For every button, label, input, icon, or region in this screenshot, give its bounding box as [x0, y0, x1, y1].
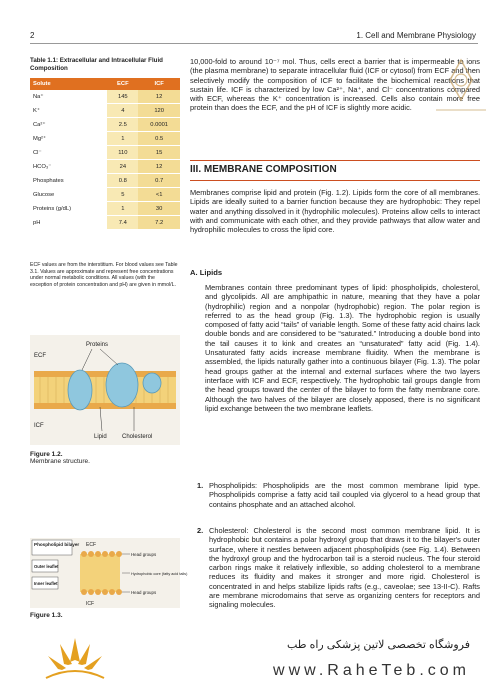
lipids-text: Membranes contain three predominant types of lipid: phospholipids, cholesterol, and glycolipids. All are amphipathic in nature, meaning that they have a polar (hydrophilic) region and a nonpolar (hydrophobic) region. The polar region is referred to as the head group (Fig. 1.3). The hydrophobic region is usually composed of fatty acid “tails” of variable length. Some of these fatty acid chains lack double bonds and are considered to be “saturated.” Introducing a double bond into the tail causes it to kink and creates an “unsaturated” fatty acid (Fig. 1.4). Unsaturated fatty acids increase membrane fluidity. When the membrane is assembled, the lipids naturally gather into a continuous bilayer (Fig. 1.3). The polar head groups gather at the internal and external surfaces where the two layers interface with ICF and ECF, respectively. The hydrophobic tail groups dangle from the head groups toward the center of the bilayer to form the fatty membrane core. Although the two halves of the bilayer are closely apposed, there is no significant lipid exchange between the two membrane leaflets.	[205, 283, 480, 413]
figure-label-bilayer	[34, 542, 79, 547]
list-item	[197, 481, 480, 509]
figure-caption: Membrane structure.	[30, 458, 90, 465]
footer-logo	[40, 634, 110, 690]
column-header-icf: ICF	[138, 78, 180, 90]
table-row	[30, 118, 180, 132]
table-row	[30, 160, 180, 174]
figure-label-ecf: ECF	[34, 353, 46, 359]
fluid-composition-table	[30, 78, 180, 230]
list-number: 2.	[197, 526, 204, 535]
table-row	[30, 174, 180, 188]
section-rule-top	[190, 160, 480, 161]
list-text: Phospholipids: Phospholipids are the most common membrane lipid type. Phospholipids comprise a fatty acid tail coupled via glycerol to a head group that contains phosphate and an attached alcohol.	[209, 481, 480, 509]
figure-label-inner-leaflet: Inner leaflet	[34, 581, 58, 586]
section-rule-bottom	[190, 180, 480, 181]
figure-label-icf: ICF	[34, 423, 44, 429]
figure-title: Figure 1.3.	[30, 612, 63, 619]
figure-label-head-groups-bottom: Head groups	[131, 590, 157, 595]
header-rule	[30, 43, 478, 44]
icf-cell: 15	[138, 146, 180, 160]
icf-cell: 0.0001	[138, 118, 180, 132]
figure-label-icf: ICF	[86, 601, 95, 607]
figure-label-hydrophobic-core: Hydrophobic core (fatty acid tails)	[131, 572, 188, 576]
list-item	[197, 526, 480, 610]
ecf-cell: 1	[107, 132, 138, 146]
bilayer-label: Phospholipid bilayer	[34, 542, 80, 547]
solute-cell: K⁺	[30, 104, 107, 118]
icf-cell: 0.7	[138, 174, 180, 188]
footer-url[interactable]: www.RaheTeb.com	[273, 662, 470, 679]
intro-text: 10,000-fold to around 10⁻⁷ mol. Thus, cells erect a barrier that is impermeable to ions (the plasma membrane) to separate intracellular fluid (ICF or cytosol) from ECF and then selectively modify the composition of ICF to facilitate the biochemical reactions that sustain life. ICF is characterized by low Ca²⁺, Na⁺, and Cl⁻ concentrations compared with ECF, whereas the K⁺ concentration is increased. Cells also contain more free protein than does the ECF, and the pH of ICF is slightly more acidic.	[190, 57, 480, 113]
solute-cell: pH	[30, 216, 107, 230]
phospholipid-bilayer-illustration	[30, 538, 188, 608]
solute-cell: Mg²⁺	[30, 132, 107, 146]
icf-cell: 12	[138, 90, 180, 104]
solute-cell: Glucose	[30, 188, 107, 202]
list-number: 1.	[197, 481, 204, 490]
page-number: 2	[30, 31, 35, 40]
section-text: Membranes comprise lipid and protein (Fig. 1.2). Lipids form the core of all membranes. Lipids are ideally suited to a barrier function because they are hydrophobic: They repel water and anything dissolved in it (hydrophilic molecules). Proteins allow cells to interact with and communicate with each other, and they provide pathways that allow water and hydrophilic molecules to cross the lipid core.	[190, 188, 480, 235]
ecf-cell: 5	[107, 188, 138, 202]
table-title: Table 1.1: Extracellular and Intracellular Fluid Composition	[30, 57, 163, 72]
figure-title: Figure 1.2.	[30, 451, 63, 458]
ecf-cell: 24	[107, 160, 138, 174]
icf-cell: 30	[138, 202, 180, 216]
ecf-cell: 4	[107, 104, 138, 118]
subsection-heading: A. Lipids	[190, 268, 223, 277]
icf-cell: <1	[138, 188, 180, 202]
footer-banner	[0, 628, 500, 700]
table-row	[30, 188, 180, 202]
figure-1-2-caption-block	[30, 451, 180, 465]
footer-persian-text: فروشگاه تخصصی لاتین پزشکی راه طب	[286, 639, 470, 651]
running-head: 1. Cell and Membrane Physiology	[356, 31, 476, 40]
figure-label-lipid: Lipid	[94, 434, 107, 440]
list-text: Cholesterol: Cholesterol is the second most common membrane lipid. It is hydrophobic but contains a polar hydroxyl group that draws it to the bilayer's outer surface, where it nestles between adjacent phospholipids (see Fig. 1.4). Between the hydroxyl group and the hydrocarbon tail is a steroid nucleus. The four steroid carbon rings make it relatively inflexible, so adding cholesterol to a membrane reduces its fluidity and makes it stronger and more rigid. Cholesterol is concentrated in and helps stabilize lipids rafts (e.g., caveolae; see 13-II-C). Rafts are membrane microdomains that serve as organizing centers for receptors and signaling molecules.	[209, 526, 480, 610]
icf-cell: 120	[138, 104, 180, 118]
membrane-structure-illustration	[30, 335, 180, 445]
solute-cell: Cl⁻	[30, 146, 107, 160]
table-row	[30, 146, 180, 160]
figure-label-cholesterol: Cholesterol	[122, 434, 153, 440]
solute-cell: HCO₃⁻	[30, 160, 107, 174]
column-header-solute: Solute	[30, 78, 107, 90]
figure-label-ecf: ECF	[86, 542, 96, 548]
solute-cell: Na⁺	[30, 90, 107, 104]
ecf-cell: 7.4	[107, 216, 138, 230]
column-header-ecf: ECF	[107, 78, 138, 90]
figure-label-head-groups-top: Head groups	[131, 552, 157, 557]
section-heading: III. MEMBRANE COMPOSITION	[190, 164, 337, 175]
icf-cell: 7.2	[138, 216, 180, 230]
ecf-cell: 0.8	[107, 174, 138, 188]
icf-cell: 12	[138, 160, 180, 174]
section-paragraph	[190, 188, 480, 234]
figure-1-3-caption-block	[30, 612, 180, 619]
table-row	[30, 202, 180, 216]
solute-cell: Phosphates	[30, 174, 107, 188]
table-row	[30, 216, 180, 230]
icf-cell: 0.5	[138, 132, 180, 146]
ecf-cell: 110	[107, 146, 138, 160]
solute-cell: Proteins (g/dL)	[30, 202, 107, 216]
ecf-cell: 1	[107, 202, 138, 216]
table-row	[30, 90, 180, 104]
figure-label-proteins: Proteins	[86, 342, 109, 348]
ecf-cell: 2.5	[107, 118, 138, 132]
watermark-logo	[430, 56, 492, 124]
solute-cell: Ca²⁺	[30, 118, 107, 132]
table-row	[30, 104, 180, 118]
table-footnote: ECF values are from the interstitium. For blood values see Table 3.1. Values are approximate and represent free concentrations under normal metabolic conditions. All values (with the exception of protein concentration and pH) are given in mmol/L.	[30, 262, 178, 288]
figure-label-outer-leaflet: Outer leaflet	[34, 564, 59, 569]
ecf-cell: 145	[107, 90, 138, 104]
lipids-paragraph	[205, 283, 480, 413]
table-row	[30, 132, 180, 146]
